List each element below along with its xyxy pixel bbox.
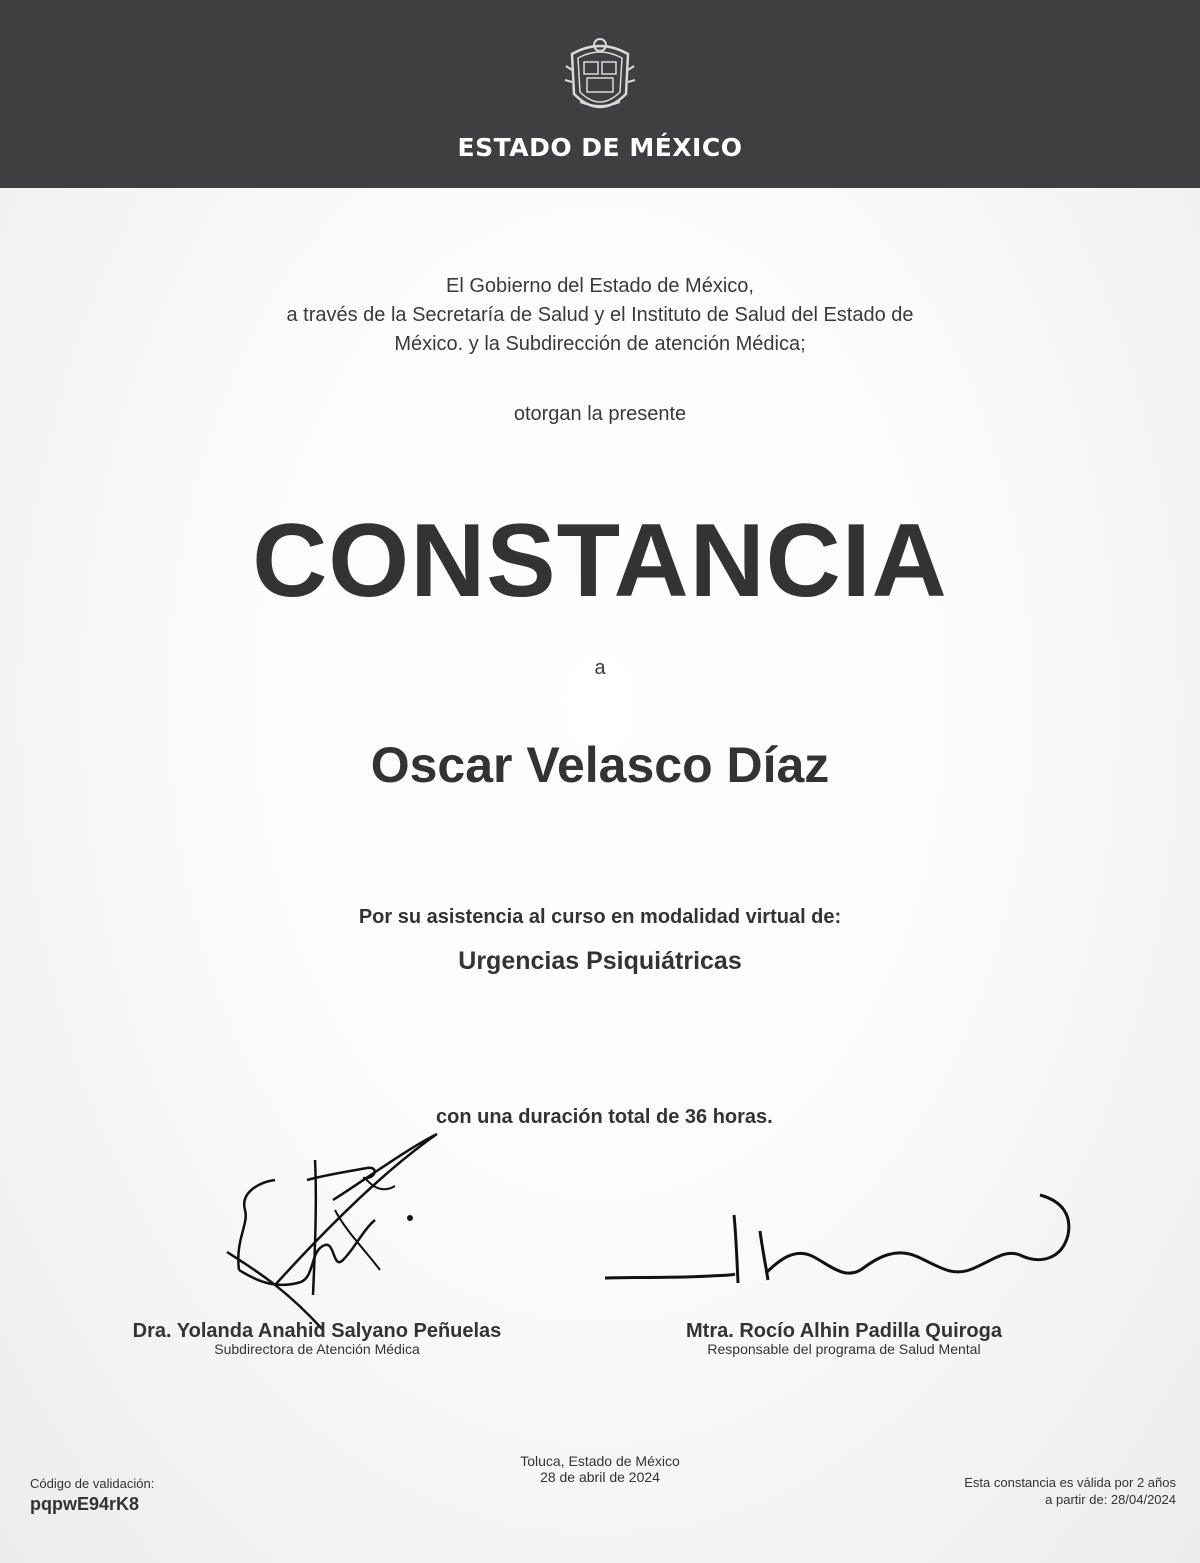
signer-2-role: Responsable del programa de Salud Mental xyxy=(707,1341,981,1357)
document-title: CONSTANCIA xyxy=(252,503,948,619)
recipient-name: Oscar Velasco Díaz xyxy=(370,737,830,793)
signer-2 xyxy=(584,1320,1104,1357)
validity-line-1: Esta constancia es válida por 2 años xyxy=(964,1475,1176,1490)
validation-code-label: Código de validación: xyxy=(30,1476,155,1491)
state-seal-icon xyxy=(560,36,640,122)
intro-line-2: a través de la Secretaría de Salud y el Instituto de Salud del Estado de xyxy=(286,304,914,326)
course-name: Urgencias Psiquiátricas xyxy=(458,947,742,975)
intro-text xyxy=(200,272,1000,359)
signer-1-role: Subdirectora de Atención Médica xyxy=(214,1341,420,1357)
validation-code-value: pqpwE94rK8 xyxy=(30,1494,140,1514)
validity-line-2: a partir de: 28/04/2024 xyxy=(1045,1492,1176,1507)
intro-line-3: México. y la Subdirección de atención Médica; xyxy=(394,333,806,355)
signer-1 xyxy=(57,1320,577,1357)
grant-text: otorgan la presente xyxy=(513,403,687,425)
signature-2-image xyxy=(600,1185,1080,1295)
header-bar xyxy=(0,0,1200,188)
intro-line-1: El Gobierno del Estado de México, xyxy=(446,275,754,297)
to-label: a xyxy=(594,657,606,679)
issue-place: Toluca, Estado de México xyxy=(520,1453,680,1469)
course-intro: Por su asistencia al curso en modalidad virtual de: xyxy=(358,906,842,928)
validity-note xyxy=(964,1474,1176,1508)
course-duration: con una duración total de 36 horas. xyxy=(436,1106,773,1128)
signer-2-name: Mtra. Rocío Alhin Padilla Quiroga xyxy=(686,1320,1002,1342)
header-title: ESTADO DE MÉXICO xyxy=(457,133,743,162)
issue-date: 28 de abril de 2024 xyxy=(540,1469,660,1485)
signer-1-name: Dra. Yolanda Anahid Salyano Peñuelas xyxy=(132,1320,502,1342)
signature-1-image xyxy=(215,1120,445,1330)
